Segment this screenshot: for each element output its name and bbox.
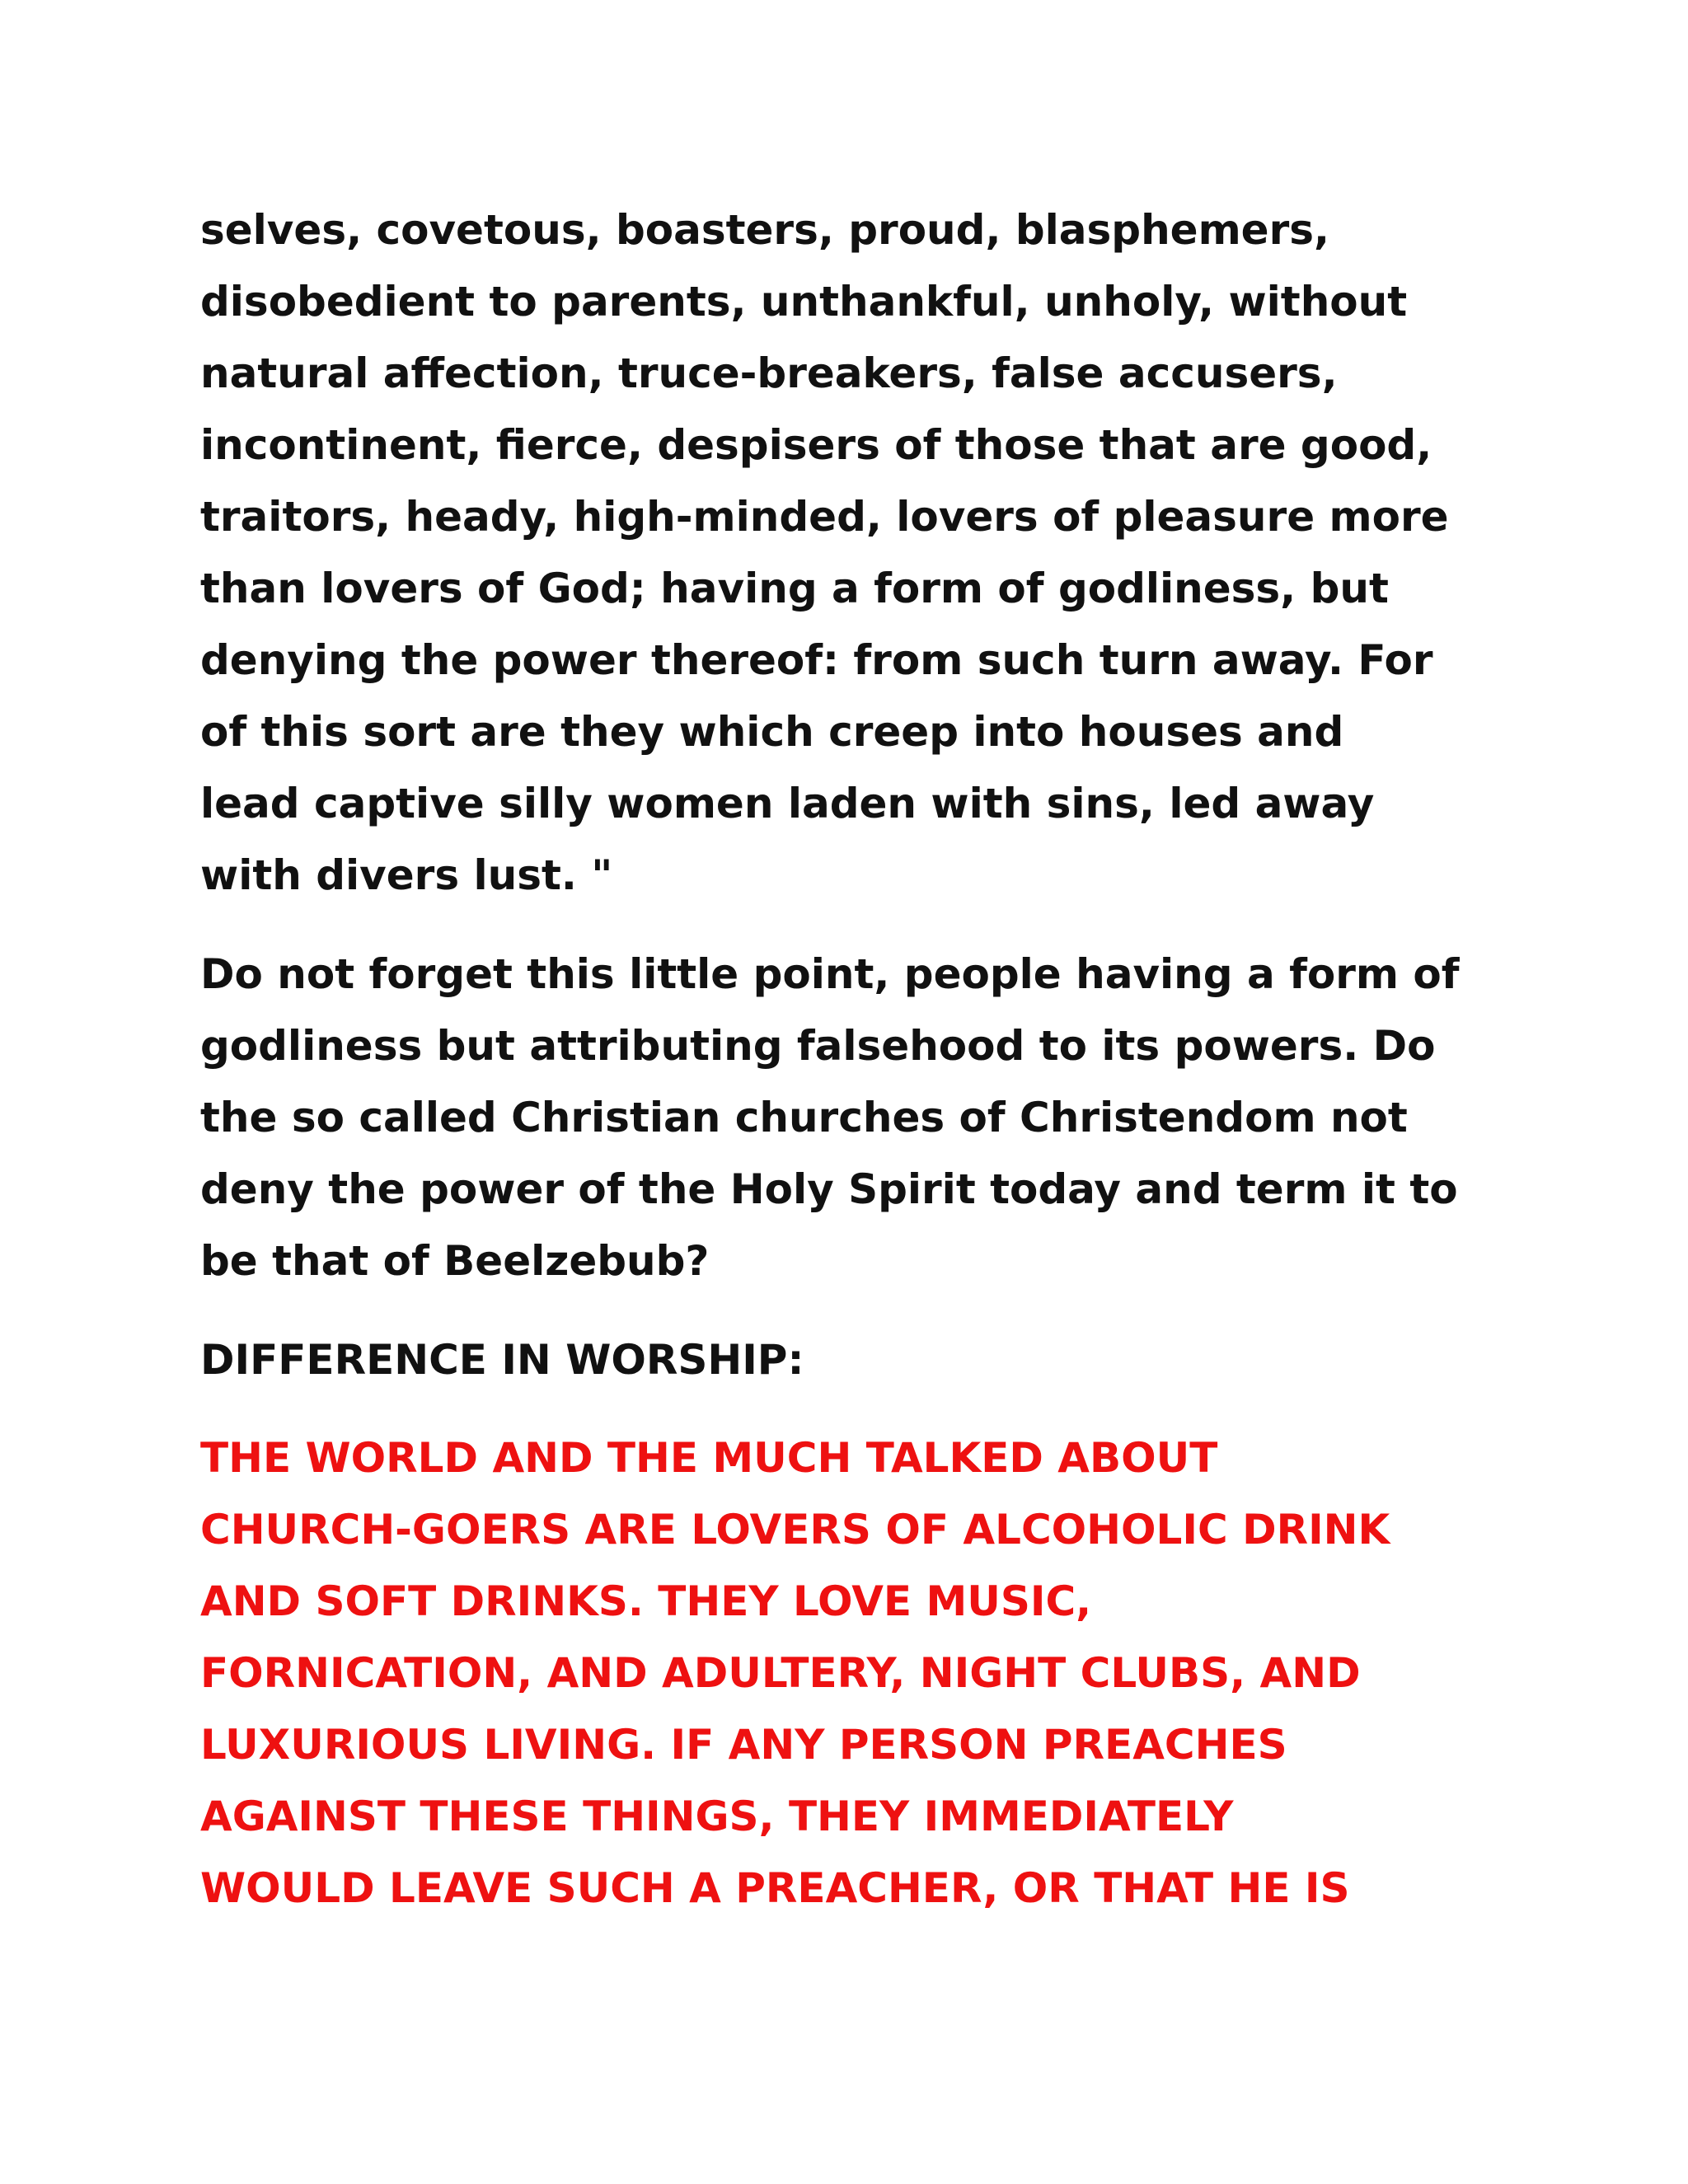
section-heading [200,1324,1503,1396]
text-line: LUXURIOUS LIVING. IF ANY PERSON PREACHES [200,1721,1287,1769]
paragraph-scripture-quote [200,194,1503,912]
text-line: AND SOFT DRINKS. THEY LOVE MUSIC, [200,1577,1092,1625]
text-line: THE WORLD AND THE MUCH TALKED ABOUT [200,1434,1218,1482]
text-line: of this sort are they which creep into houses and [200,708,1344,756]
text-line: disobedient to parents, unthankful, unholy, without [200,278,1408,326]
text-line: natural affection, truce-breakers, false accusers, [200,349,1338,397]
text-line: godliness but attributing falsehood to its powers. Do [200,1022,1436,1070]
text-line: deny the power of the Holy Spirit today and term it to [200,1165,1458,1213]
text-line: Do not forget this little point, people having a form of [200,950,1460,998]
text-line: selves, covetous, boasters, proud, blasphemers, [200,206,1329,254]
text-line: AGAINST THESE THINGS, THEY IMMEDIATELY [200,1793,1234,1840]
text-line: the so called Christian churches of Christendom not [200,1094,1408,1141]
text-line: with divers lust. " [200,851,613,899]
paragraph-red-emphasis [200,1422,1503,1924]
text-line: FORNICATION, AND ADULTERY, NIGHT CLUBS, AND [200,1649,1361,1697]
paragraph-commentary [200,939,1503,1297]
text-line: than lovers of God; having a form of godliness, but [200,565,1389,612]
text-line: CHURCH-GOERS ARE LOVERS OF ALCOHOLIC DRINK [200,1506,1390,1554]
text-line: be that of Beelzebub? [200,1237,710,1285]
text-line: WOULD LEAVE SUCH A PREACHER, OR THAT HE IS [200,1864,1350,1912]
text-line: lead captive silly women laden with sins, led away [200,780,1375,827]
heading-text: DIFFERENCE IN WORSHIP: [200,1336,804,1384]
text-line: incontinent, fierce, despisers of those that are good, [200,421,1432,469]
text-line: traitors, heady, high-minded, lovers of pleasure more [200,493,1449,541]
text-line: denying the power thereof: from such turn away. For [200,636,1433,684]
